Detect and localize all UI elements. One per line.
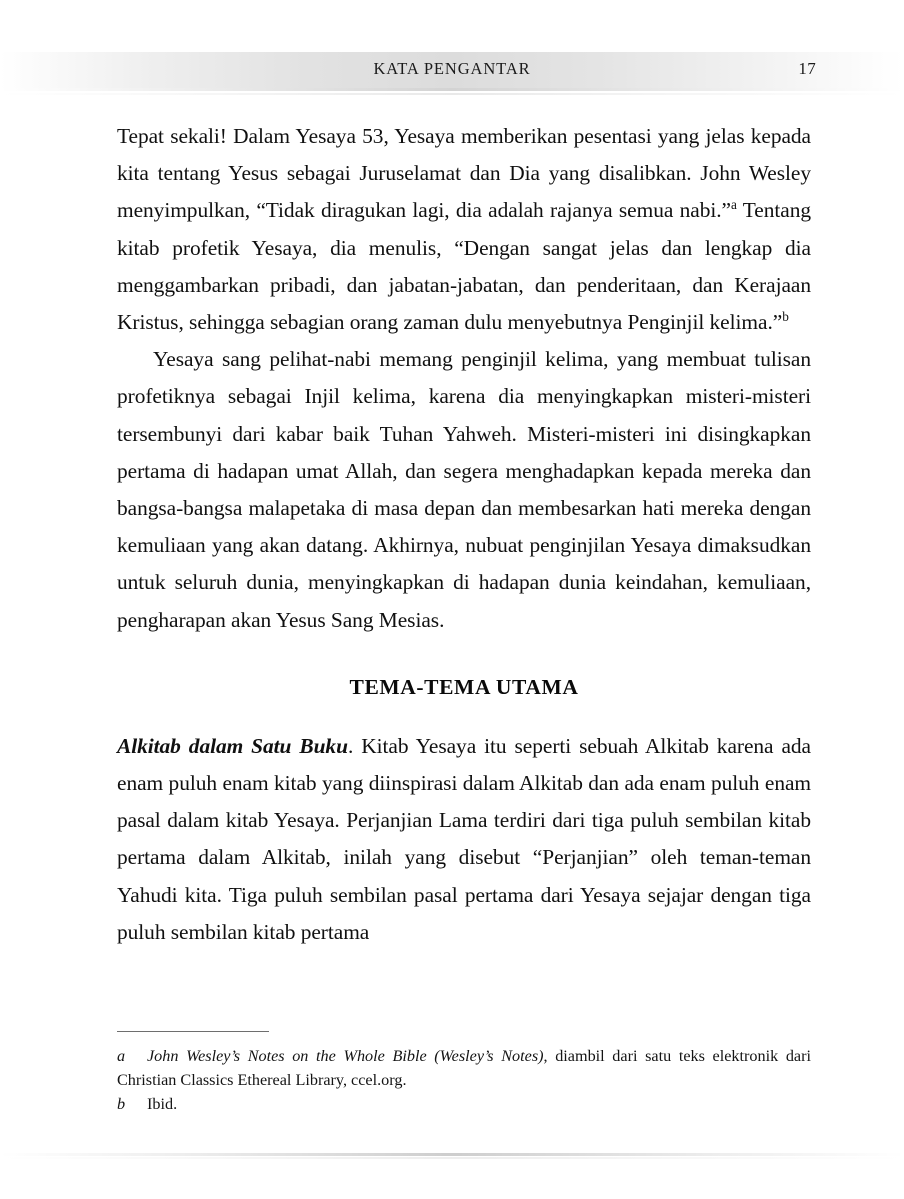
section-heading: TEMA-TEMA UTAMA xyxy=(349,674,579,699)
footnote-block xyxy=(117,1031,811,1118)
running-header-title: KATA PENGANTAR xyxy=(373,59,531,78)
footnote-marker: b xyxy=(117,1095,126,1113)
footnote-entry: a John Wesley’s Notes on the Whole Bible (Wesley’s Notes), diambil dari satu teks elektronik dari Christian Classics Ethereal Library, ccel.org. xyxy=(117,1047,811,1089)
footnote-reference[interactable]: b xyxy=(782,308,789,324)
footnote-source-title: John Wesley’s Notes on the Whole Bible (Wesley’s Notes) xyxy=(147,1047,544,1065)
footnote-list xyxy=(117,1045,811,1117)
heading-spacer-bottom xyxy=(117,700,811,728)
footnote-entry: b Ibid. xyxy=(117,1093,811,1117)
header-shadow-lower xyxy=(0,93,904,95)
page-number: 17 xyxy=(798,59,816,78)
footnote-separator-rule xyxy=(117,1031,269,1032)
body-paragraph: Yesaya sang pelihat-nabi memang penginjil kelima, yang membuat tulisan profetiknya sebagai Injil kelima, karena dia menyingkapkan misteri-misteri tersembunyi dari kabar baik Tuhan Yahweh. Misteri-misteri ini disingkapkan pertama di hadapan umat Allah, dan segera menghadapkan kepada mereka dan bangsa-bangsa malapetaka di masa depan dan membesarkan hati mereka dengan kemuliaan yang akan datang. Akhirnya, nubuat penginjilan Yesaya dimaksudkan untuk seluruh dunia, menyingkapkan di hadapan dunia keindahan, kemuliaan, pengharapan akan Yesus Sang Mesias. xyxy=(117,347,811,632)
footnote-reference[interactable]: a xyxy=(730,197,737,213)
text-column xyxy=(117,118,811,951)
page-bottom-shadow-lower xyxy=(0,1157,904,1159)
header-shadow-upper xyxy=(0,88,904,91)
body-paragraph: Alkitab dalam Satu Buku. Kitab Yesaya itu seperti sebuah Alkitab karena ada enam puluh enam kitab yang diinspirasi dalam Alkitab dan ada enam puluh enam pasal dalam kitab Yesaya. Perjanjian Lama terdiri dari tiga puluh sembilan kitab pertama dalam Alkitab, inilah yang disebut “Perjanjian” oleh teman-teman Yahudi kita. Tiga puluh sembilan pasal pertama dari Yesaya sejajar dengan tiga puluh sembilan kitab pertama xyxy=(117,733,811,944)
page-bottom-shadow-upper xyxy=(0,1153,904,1156)
paragraph-lead-in: Alkitab dalam Satu Buku xyxy=(117,733,348,758)
heading-spacer-top xyxy=(117,639,811,675)
footnote-marker: a xyxy=(117,1047,126,1065)
body-paragraph: Tepat sekali! Dalam Yesaya 53, Yesaya memberikan pesentasi yang jelas kepada kita tentang Yesus sebagai Juruselamat dan Dia yang disalibkan. John Wesley menyimpulkan, “Tidak diragukan lagi, dia adalah rajanya semua nabi.”$^a$ Tentang kitab profetik Yesaya, dia menulis, “Dengan sangat jelas dan lengkap dia menggambarkan pribadi, dan jabatan-jabatan, dan penderitaan, dan Kerajaan Kristus, sehingga sebagian orang zaman dulu menyebutnya Penginjil kelima.”$^b$ xyxy=(117,124,811,335)
